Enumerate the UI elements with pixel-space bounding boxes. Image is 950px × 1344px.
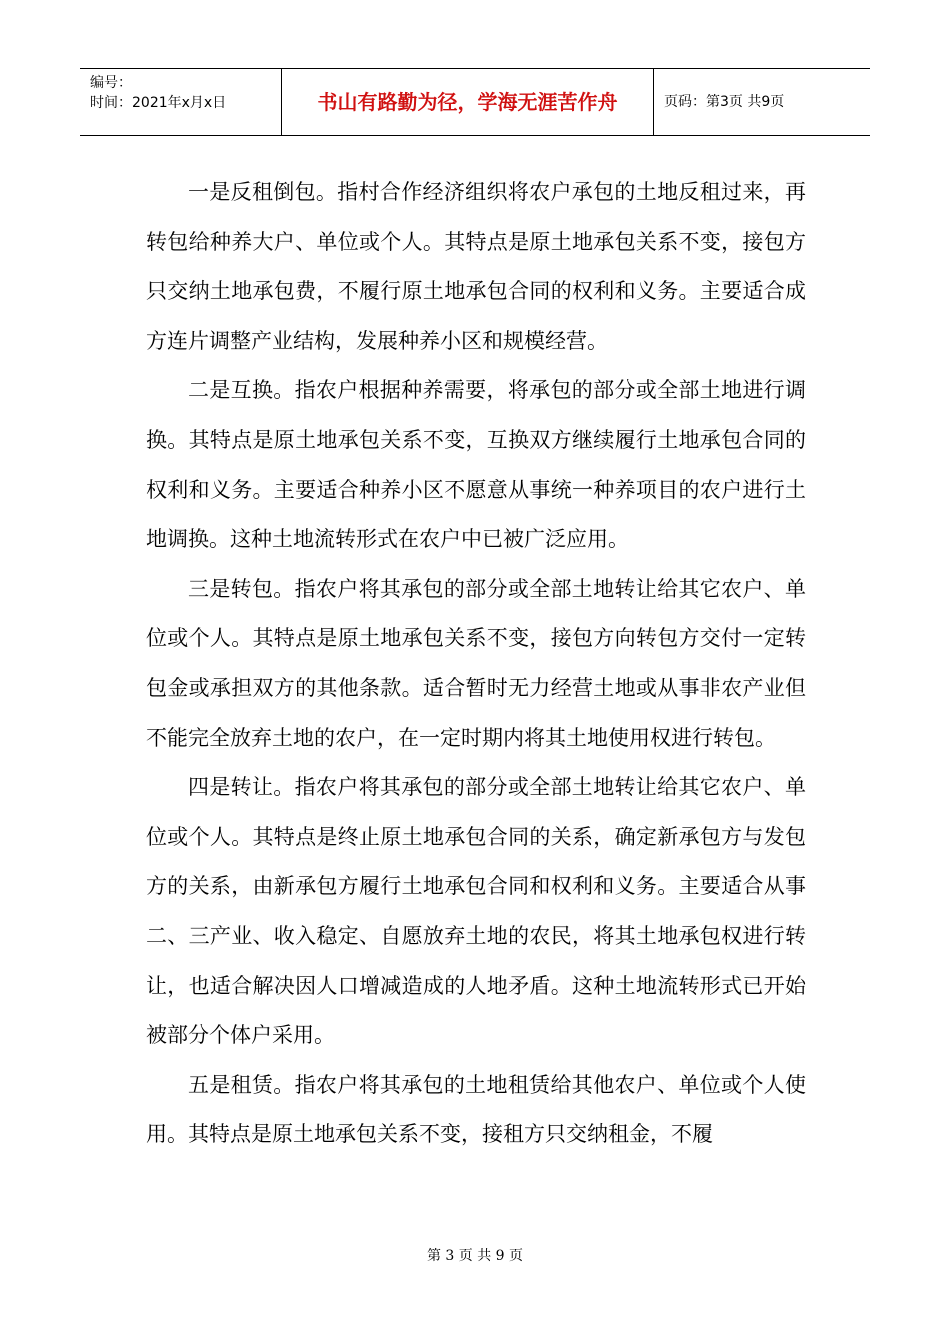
document-date-label: 时间：2021年x月x日: [90, 95, 227, 111]
header-motto: 书山有路勤为径，学海无涯苦作舟: [317, 90, 618, 114]
paragraph-transfer: 四是转让。指农户将其承包的部分或全部土地转让给其它农户、单位或个人。其特点是终止原土地承包合同的关系，确定新承包方与发包方的关系，由新承包方履行土地承包合同和权利和义务。主要适合从事二、三产业、收入稳定、自愿放弃土地的农民，将其土地承包权进行转让，也适合解决因人口增减造成的人地矛盾。这种土地流转形式已开始被部分个体户采用。: [146, 775, 806, 1048]
paragraph-lease-back: 一是反租倒包。指村合作经济组织将农户承包的土地反租过来，再转包给种养大户、单位或个人。其特点是原土地承包关系不变，接包方只交纳土地承包费，不履行原土地承包合同的权利和义务。主要适合成方连片调整产业结构，发展种养小区和规模经营。: [146, 180, 806, 353]
paragraph-lease: 五是租赁。指农户将其承包的土地租赁给其他农户、单位或个人使用。其特点是原土地承包关系不变，接租方只交纳租金，不履: [146, 1072, 806, 1147]
document-body: [146, 168, 806, 1160]
paragraph-exchange: 二是互换。指农户根据种养需要，将承包的部分或全部土地进行调换。其特点是原土地承包关系不变，互换双方继续履行土地承包合同的权利和义务。主要适合种养小区不愿意从事统一种养项目的农户进行土地调换。这种土地流转形式在农户中已被广泛应用。: [146, 378, 806, 552]
page-header: [80, 68, 870, 136]
document-number-label: 编号：: [90, 75, 132, 91]
header-info-cell: [80, 69, 282, 135]
header-page-cell: [654, 69, 870, 135]
paragraph-subcontract: 三是转包。指农户将其承包的部分或全部土地转让给其它农户、单位或个人。其特点是原土地承包关系不变，接包方向转包方交付一定转包金或承担双方的其他条款。适合暂时无力经营土地或从事非农产业但不能完全放弃土地的农户，在一定时期内将其土地使用权进行转包。: [146, 576, 806, 750]
page-footer: 第 3 页 共 9 页: [426, 1248, 524, 1264]
header-motto-cell: [282, 69, 654, 135]
header-page-code: 页码：第3页 共9页: [664, 94, 785, 110]
